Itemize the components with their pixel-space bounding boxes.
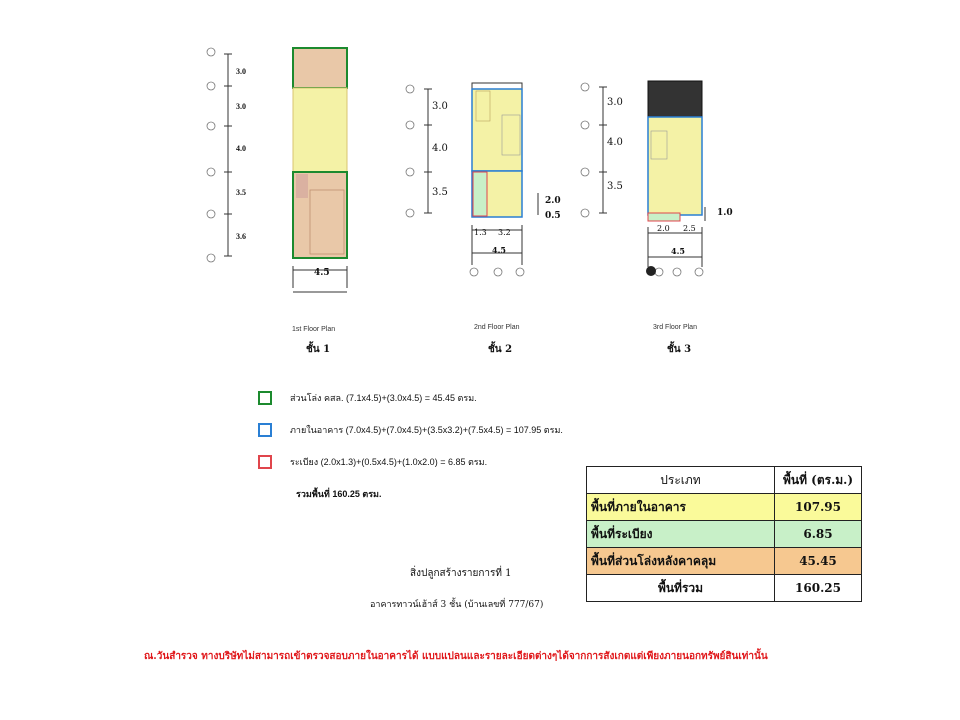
plan-thai-label: ชั้น 3 bbox=[667, 344, 692, 355]
table-cell-value: 107.95 bbox=[775, 494, 862, 521]
floor-plan-1-dimensions bbox=[200, 40, 370, 100]
floor-plan-2-drawing bbox=[400, 75, 570, 295]
dim-label: 4.0 bbox=[432, 143, 448, 154]
dim-label: 4.0 bbox=[607, 137, 623, 148]
dim-label: 3.2 bbox=[498, 228, 511, 237]
plan-width-label: 4.5 bbox=[314, 268, 330, 278]
table-cell-value: 6.85 bbox=[775, 521, 862, 548]
building-caption: สิ่งปลูกสร้างรายการที่ 1 bbox=[410, 568, 512, 579]
legend-label: ระเบียง (2.0x1.3)+(0.5x4.5)+(1.0x2.0) = 6.85 ตรม. bbox=[290, 457, 488, 467]
table-header: ประเภท bbox=[587, 467, 775, 494]
plan-thai-label: ชั้น 2 bbox=[488, 344, 513, 355]
dim-label: 3.0 bbox=[236, 102, 246, 111]
dim-label: 2.0 bbox=[657, 224, 670, 233]
dim-label: 3.0 bbox=[236, 67, 246, 76]
floor-plan-3 bbox=[575, 75, 745, 355]
dim-label: 0.5 bbox=[545, 211, 561, 221]
dim-label: 3.5 bbox=[607, 181, 623, 192]
legend-label: ภายในอาคาร (7.0x4.5)+(7.0x4.5)+(3.5x3.2)+(7.5x4.5) = 107.95 ตรม. bbox=[290, 425, 563, 435]
table-cell-label: พื้นที่ส่วนโล่งหลังคาคลุม bbox=[587, 548, 775, 575]
legend-item-interior bbox=[258, 423, 563, 437]
plan-title: 3rd Floor Plan bbox=[653, 324, 697, 331]
table-cell-label: พื้นที่ภายในอาคาร bbox=[587, 494, 775, 521]
plan-width-label: 4.5 bbox=[671, 246, 685, 256]
legend-swatch bbox=[258, 423, 272, 437]
legend-item-open-area bbox=[258, 391, 477, 405]
dim-label: 3.0 bbox=[432, 101, 448, 112]
table-header-row bbox=[587, 467, 862, 494]
plan-width-label: 4.5 bbox=[492, 245, 506, 255]
table-row bbox=[587, 575, 862, 602]
legend-swatch bbox=[258, 391, 272, 405]
legend-swatch bbox=[258, 455, 272, 469]
floor-plan-2 bbox=[400, 75, 570, 355]
table-cell-value: 160.25 bbox=[775, 575, 862, 602]
dim-label: 3.6 bbox=[236, 232, 246, 241]
table-cell-label: พื้นที่รวม bbox=[587, 575, 775, 602]
plan-title: 2nd Floor Plan bbox=[474, 324, 520, 331]
dim-label: 2.0 bbox=[545, 196, 561, 206]
legend-item-balcony bbox=[258, 455, 487, 469]
plan-thai-label: ชั้น 1 bbox=[306, 344, 331, 355]
plan-title: 1st Floor Plan bbox=[292, 326, 336, 333]
table-row bbox=[587, 548, 862, 575]
dim-label: 1.0 bbox=[717, 208, 733, 218]
dim-label: 4.0 bbox=[236, 144, 246, 153]
dim-label: 3.5 bbox=[236, 188, 246, 197]
table-cell-label: พื้นที่ระเบียง bbox=[587, 521, 775, 548]
building-subcaption: อาคารทาวน์เฮ้าส์ 3 ชั้น (บ้านเลขที่ 777/67) bbox=[370, 600, 544, 610]
area-table bbox=[586, 466, 862, 602]
floor-plan-3-drawing bbox=[575, 75, 745, 295]
table-row bbox=[587, 521, 862, 548]
survey-notice: ณ.วันสำรวจ ทางบริษัทไม่สามารถเข้าตรวจสอบภายในอาคารได้ แบบแปลนและรายละเอียดต่างๆได้จากการสังเกตแต่เพียงภายนอกทรัพย์สินเท่านั้น bbox=[144, 651, 768, 662]
table-cell-value: 45.45 bbox=[775, 548, 862, 575]
floor-plan-1 bbox=[200, 40, 370, 355]
legend-label: ส่วนโล่ง คสล. (7.1x4.5)+(3.0x4.5) = 45.45 ตรม. bbox=[290, 393, 477, 403]
dim-label: 3.0 bbox=[607, 97, 623, 108]
total-area-text: รวมพื้นที่ 160.25 ตรม. bbox=[296, 489, 382, 499]
dim-label: 2.5 bbox=[683, 224, 696, 233]
dim-label: 3.5 bbox=[432, 187, 448, 198]
table-header: พื้นที่ (ตร.ม.) bbox=[775, 467, 862, 494]
dim-label: 1.3 bbox=[474, 228, 487, 237]
table-row bbox=[587, 494, 862, 521]
